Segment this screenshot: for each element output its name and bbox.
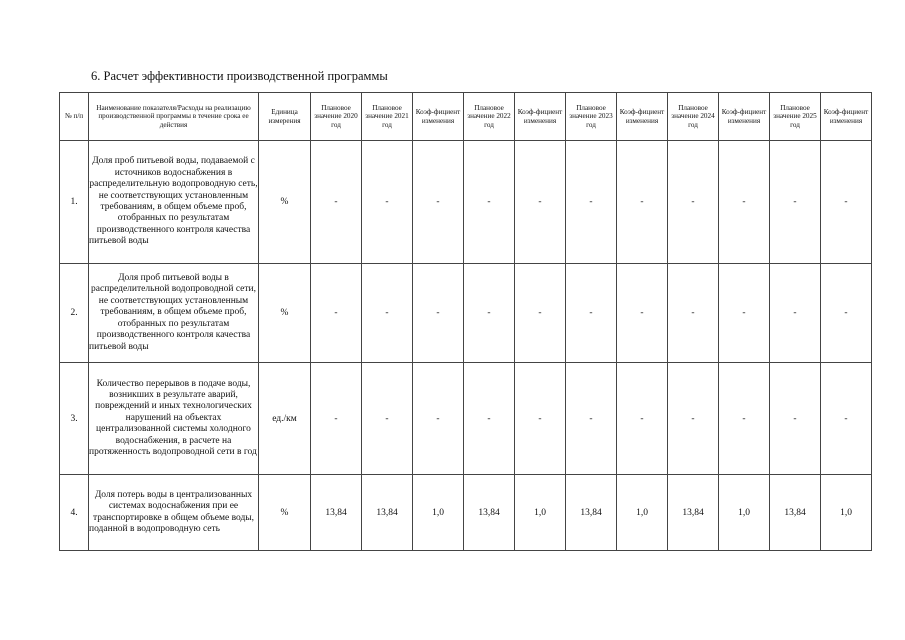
indicator-name: Доля проб питьевой воды, подаваемой с источников водоснабжения в распределительную водопроводную сеть, не соответствующих установленным требованиям, в общем объеме проб, отобранных по результатам производственного контроля качества питьевой воды <box>89 141 259 264</box>
value-cell: - <box>617 264 668 363</box>
value-cell: - <box>719 264 770 363</box>
value-cell: - <box>719 363 770 475</box>
row-number: 1. <box>60 141 89 264</box>
unit-cell: % <box>259 141 311 264</box>
value-cell: - <box>362 141 413 264</box>
table-row <box>60 363 872 475</box>
value-cell: - <box>413 141 464 264</box>
value-cell: 13,84 <box>464 475 515 551</box>
table-row <box>60 141 872 264</box>
unit-cell: ед./км <box>259 363 311 475</box>
value-cell: - <box>515 141 566 264</box>
header-cell-plan-2024: Плановое значение 2024 год <box>668 93 719 141</box>
row-number: 4. <box>60 475 89 551</box>
value-cell: - <box>770 141 821 264</box>
value-cell: - <box>464 264 515 363</box>
value-cell: 1,0 <box>821 475 872 551</box>
value-cell: - <box>515 363 566 475</box>
value-cell: - <box>617 141 668 264</box>
unit-cell: % <box>259 264 311 363</box>
header-cell-coef-2023: Коэф-фициент изменения <box>617 93 668 141</box>
value-cell: - <box>464 363 515 475</box>
section-title: 6. Расчет эффективности производственной программы <box>91 69 388 83</box>
value-cell: - <box>515 264 566 363</box>
header-cell-coef-2024: Коэф-фициент изменения <box>719 93 770 141</box>
table-header-row <box>60 93 872 141</box>
value-cell: 13,84 <box>311 475 362 551</box>
value-cell: 13,84 <box>668 475 719 551</box>
value-cell: 13,84 <box>362 475 413 551</box>
value-cell: - <box>668 363 719 475</box>
indicator-name: Количество перерывов в подаче воды, возникших в результате аварий, повреждений и иных технологических нарушений на объектах централизованной системы холодного водоснабжения, в расчете на протяженность водопроводной сети в год <box>89 363 259 475</box>
indicator-name: Доля проб питьевой воды в распределительной водопроводной сети, не соответствующих установленным требованиям, в общем объеме проб, отобранных по результатам производственного контроля качества питьевой воды <box>89 264 259 363</box>
header-cell-plan-2025: Плановое значение 2025 год <box>770 93 821 141</box>
value-cell: - <box>311 363 362 475</box>
value-cell: 13,84 <box>770 475 821 551</box>
header-cell-num: № п/п <box>60 93 89 141</box>
value-cell: - <box>719 141 770 264</box>
value-cell: - <box>413 264 464 363</box>
indicator-name: Доля потерь воды в централизованных системах водоснабжения при ее транспортировке в общем объеме воды, поданной в водопроводную сеть <box>89 475 259 551</box>
header-cell-coef-2022: Коэф-фициент изменения <box>515 93 566 141</box>
table-row <box>60 264 872 363</box>
value-cell: - <box>821 363 872 475</box>
value-cell: - <box>770 264 821 363</box>
value-cell: - <box>821 264 872 363</box>
value-cell: - <box>362 363 413 475</box>
header-cell-plan-2021: Плановое значение 2021 год <box>362 93 413 141</box>
value-cell: - <box>566 141 617 264</box>
header-cell-unit: Единица измерения <box>259 93 311 141</box>
value-cell: - <box>668 141 719 264</box>
value-cell: - <box>566 363 617 475</box>
value-cell: 1,0 <box>719 475 770 551</box>
table-row <box>60 475 872 551</box>
header-cell-name: Наименование показателя/Расходы на реализацию производственной программы в течение срока ее действия <box>89 93 259 141</box>
value-cell: 1,0 <box>515 475 566 551</box>
value-cell: - <box>362 264 413 363</box>
unit-cell: % <box>259 475 311 551</box>
value-cell: - <box>311 264 362 363</box>
value-cell: - <box>617 363 668 475</box>
header-cell-coef-2025: Коэф-фициент изменения <box>821 93 872 141</box>
value-cell: 1,0 <box>617 475 668 551</box>
value-cell: 1,0 <box>413 475 464 551</box>
value-cell: - <box>311 141 362 264</box>
value-cell: - <box>566 264 617 363</box>
value-cell: - <box>668 264 719 363</box>
row-number: 2. <box>60 264 89 363</box>
value-cell: - <box>413 363 464 475</box>
efficiency-table <box>59 92 872 551</box>
value-cell: 13,84 <box>566 475 617 551</box>
header-cell-coef-2021: Коэф-фициент изменения <box>413 93 464 141</box>
row-number: 3. <box>60 363 89 475</box>
value-cell: - <box>464 141 515 264</box>
header-cell-plan-2022: Плановое значение 2022 год <box>464 93 515 141</box>
header-cell-plan-2023: Плановое значение 2023 год <box>566 93 617 141</box>
header-cell-plan-2020: Плановое значение 2020 год <box>311 93 362 141</box>
value-cell: - <box>770 363 821 475</box>
value-cell: - <box>821 141 872 264</box>
